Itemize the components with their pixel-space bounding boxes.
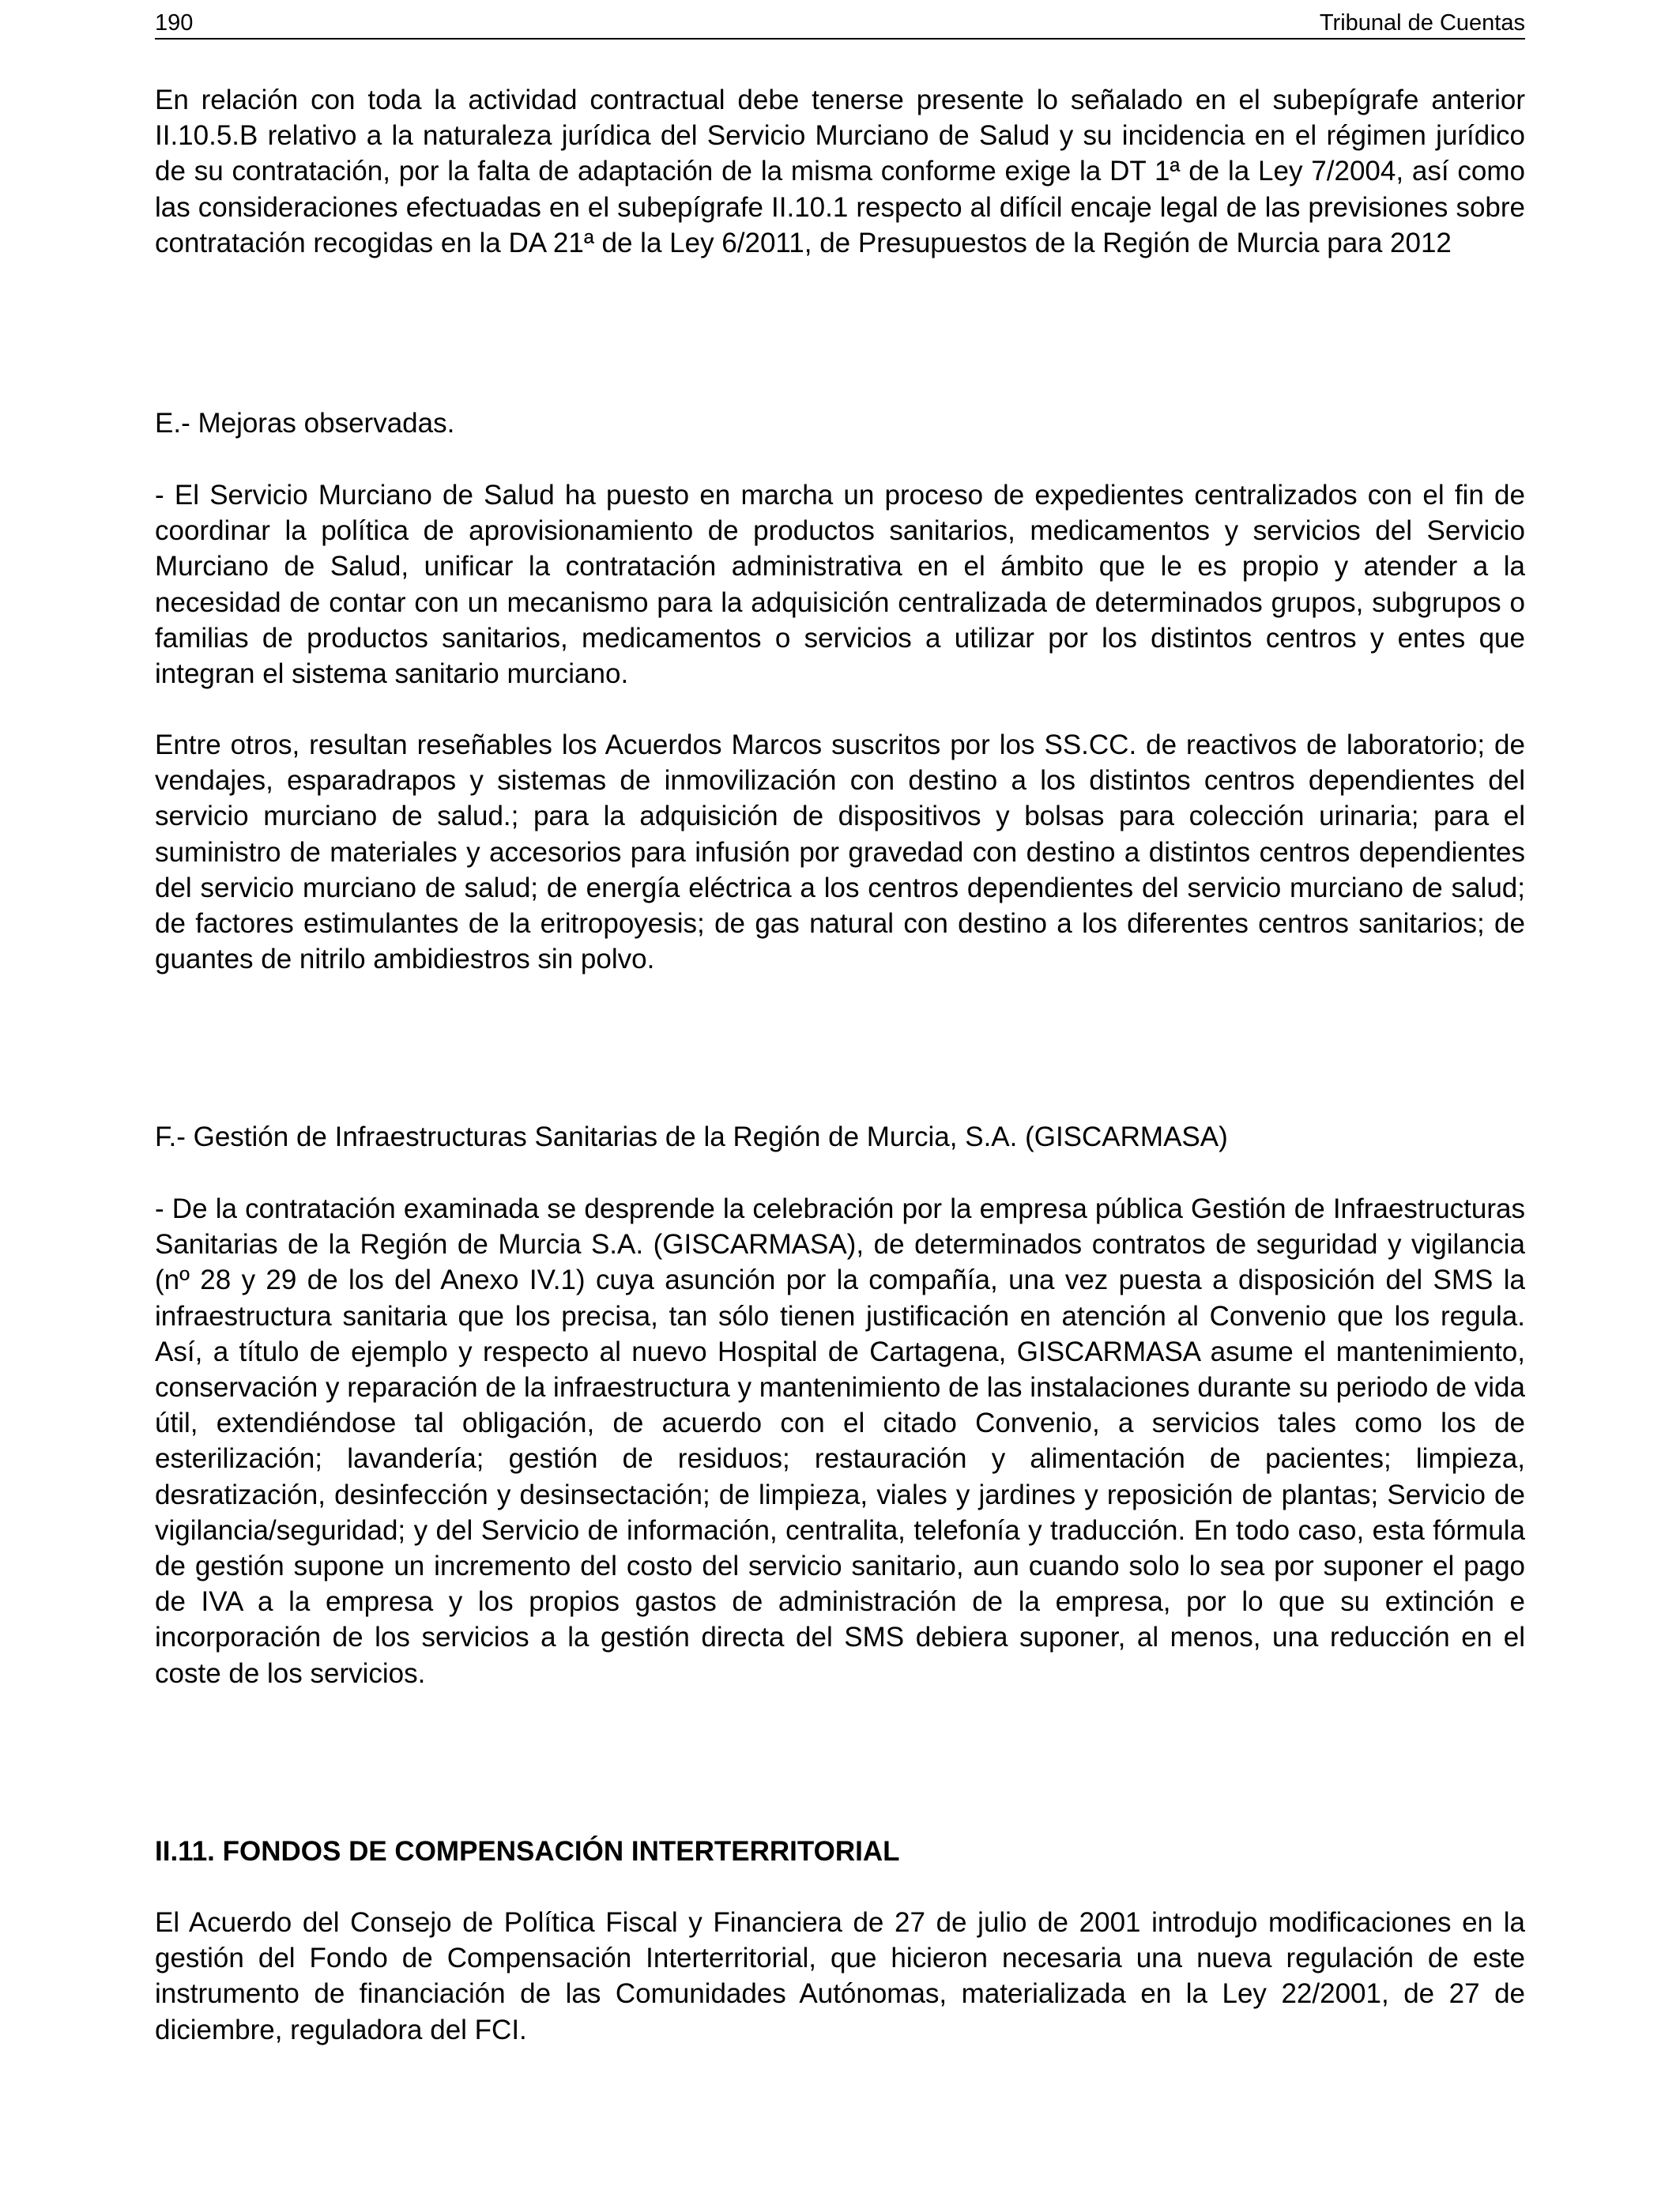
paragraph-intro: En relación con toda la actividad contractual debe tenerse presente lo señalado en el subepígrafe anterior II.10.5.B relativo a la naturaleza jurídica del Servicio Murciano de Salud y su incidencia en el régimen jurídico de su contratación, por la falta de adaptación de la misma conforme exige la DT 1ª de la Ley 7/2004, así como las consideraciones efectuadas en el subepígrafe II.10.1 respecto al difícil encaje legal de las previsiones sobre contratación recogidas en la DA 21ª de la Ley 6/2011, de Presupuestos de la Región de Murcia para 2012 [155,85,1525,258]
paragraph-mejoras-2: Entre otros, resultan reseñables los Acuerdos Marcos suscritos por los SS.CC. de reactivos de laboratorio; de vendajes, esparadrapos y sistemas de inmovilización con destino a los distintos centros dependientes del servicio murciano de salud.; para la adquisición de dispositivos y bolsas para colección urinaria; para el suministro de materiales y accesorios para infusión por gravedad con destino a distintos centros dependientes del servicio murciano de salud; de energía eléctrica a los centros dependientes del servicio murciano de salud; de factores estimulantes de la eritropoyesis; de gas natural con destino a los diferentes centros sanitarios; de guantes de nitrilo ambidiestros sin polvo. [155,729,1525,975]
page-number: 190 [155,10,194,36]
document-page [155,0,1525,2194]
page-header [155,6,1525,40]
section-title-ii11: II.11. FONDOS DE COMPENSACIÓN INTERTERRITORIAL [155,1836,900,1867]
running-title: Tribunal de Cuentas [1319,10,1525,36]
heading-mejoras-observadas: E.- Mejoras observadas. [155,408,455,439]
paragraph-mejoras-1: - El Servicio Murciano de Salud ha puesto en marcha un proceso de expedientes centralizados con el fin de coordinar la política de aprovisionamiento de productos sanitarios, medicamentos y servicios del Servicio Murciano de Salud, unificar la contratación administrativa en el ámbito que le es propio y atender a la necesidad de contar con un mecanismo para la adquisición centralizada de determinados grupos, subgrupos o familias de productos sanitarios, medicamentos o servicios a utilizar por los distintos centros y entes que integran el sistema sanitario murciano. [155,480,1525,690]
heading-giscarmasa: F.- Gestión de Infraestructuras Sanitarias de la Región de Murcia, S.A. (GISCARMASA) [155,1122,1228,1152]
paragraph-ii11: El Acuerdo del Consejo de Política Fiscal y Financiera de 27 de julio de 2001 introdujo modificaciones en la gestión del Fondo de Compensación Interterritorial, que hicieron necesaria una nueva regulación de este instrumento de financiación de las Comunidades Autónomas, materializada en la Ley 22/2001, de 27 de diciembre, reguladora del FCI. [155,1907,1525,2045]
paragraph-giscarmasa: - De la contratación examinada se desprende la celebración por la empresa pública Gestión de Infraestructuras Sanitarias de la Región de Murcia S.A. (GISCARMASA), de determinados contratos de seguridad y vigilancia (nº 28 y 29 de los del Anexo IV.1) cuya asunción por la compañía, una vez puesta a disposición del SMS la infraestructura sanitaria que los precisa, tan sólo tienen justificación en atención al Convenio que los regula. Así, a título de ejemplo y respecto al nuevo Hospital de Cartagena, GISCARMASA asume el mantenimiento, conservación y reparación de la infraestructura y mantenimiento de las instalaciones durante su periodo de vida útil, extendiéndose tal obligación, de acuerdo con el citado Convenio, a servicios tales como los de esterilización; lavandería; gestión de residuos; restauración y alimentación de pacientes; limpieza, desratización, desinfección y desinsectación; de limpieza, viales y jardines y reposición de plantas; Servicio de vigilancia/seguridad; y del Servicio de información, centralita, telefonía y traducción. En todo caso, esta fórmula de gestión supone un incremento del costo del servicio sanitario, aun cuando solo lo sea por suponer el pago de IVA a la empresa y los propios gastos de administración de la empresa, por lo que su extinción e incorporación de los servicios a la gestión directa del SMS debiera suponer, al menos, una reducción en el coste de los servicios. [155,1193,1525,1689]
